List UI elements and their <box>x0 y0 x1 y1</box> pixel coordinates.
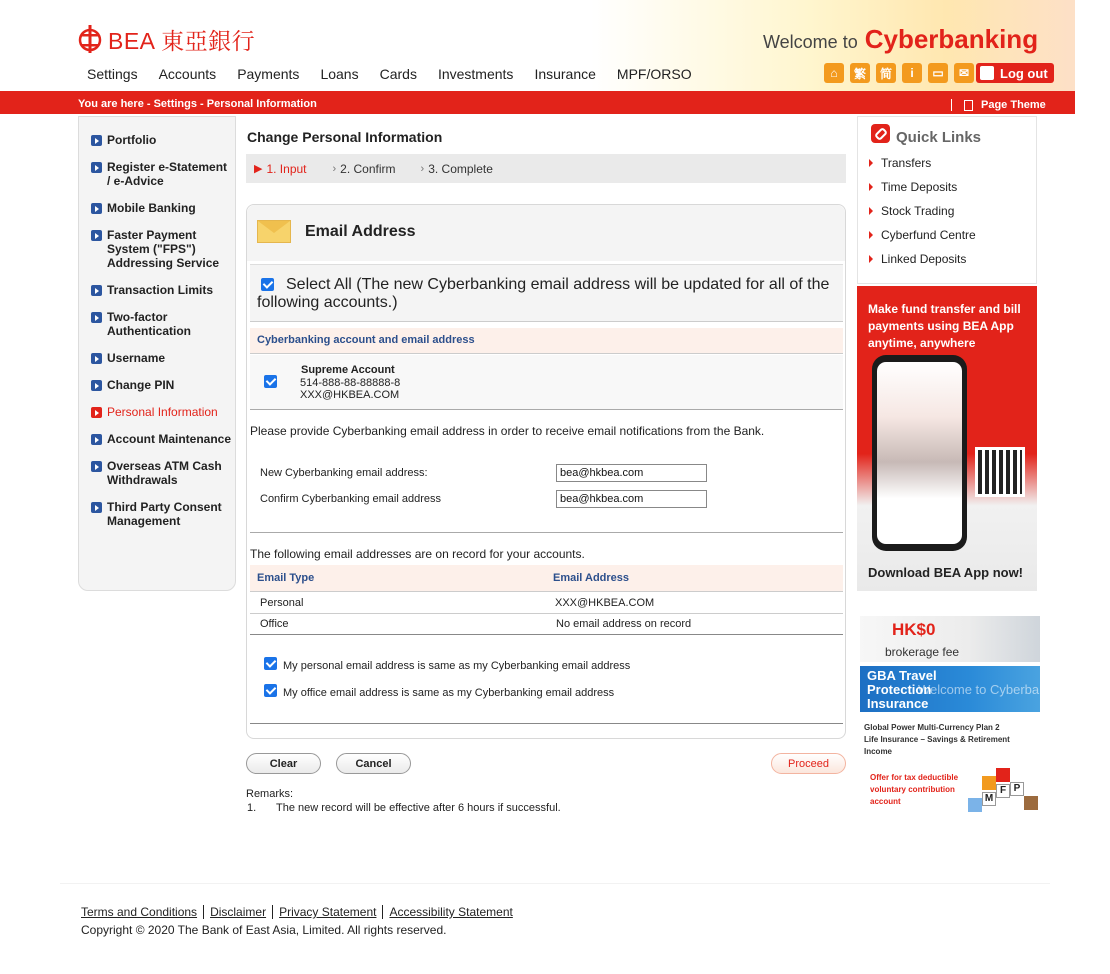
progress-steps <box>246 154 846 183</box>
email-type-header: Email Type <box>257 572 315 584</box>
block <box>1024 796 1038 810</box>
sidebar-item-label: Account Maintenance <box>107 432 232 446</box>
quick-link-item[interactable]: Cyberfund Centre <box>869 228 976 242</box>
quick-link-item[interactable]: Stock Trading <box>869 204 954 218</box>
sidebar-item[interactable] <box>91 459 232 487</box>
block <box>968 798 982 812</box>
page-title: Change Personal Information <box>247 129 443 145</box>
quick-link-item[interactable]: Time Deposits <box>869 180 957 194</box>
copyright: Copyright © 2020 The Bank of East Asia, Limited. All rights reserved. <box>81 923 447 937</box>
new-email-field[interactable] <box>556 464 707 482</box>
table-row <box>250 614 843 635</box>
sidebar-item[interactable] <box>91 228 232 270</box>
sidebar-item[interactable] <box>91 160 232 188</box>
nav-item[interactable]: Payments <box>237 66 300 82</box>
simplified-chinese-icon[interactable]: 简 <box>876 63 896 83</box>
clear-button[interactable]: Clear <box>246 753 321 774</box>
welcome-prefix: Welcome to <box>763 32 858 52</box>
bea-app-promo-text: Make fund transfer and bill payments using BEA App anytime, anywhere <box>868 302 1021 350</box>
arrow-bullet-icon <box>91 434 102 445</box>
gba-promo-text: GBA Travel Protection Insurance <box>867 668 937 711</box>
mail-icon[interactable]: ✉ <box>954 63 974 83</box>
sidebar-item[interactable] <box>91 201 232 215</box>
breadcrumb: You are here - Settings - Personal Information <box>78 98 317 110</box>
select-all-checkbox[interactable] <box>261 278 274 291</box>
confirm-email-label: Confirm Cyberbanking email address <box>260 493 441 505</box>
block <box>996 768 1010 782</box>
sidebar-item-label: Mobile Banking <box>107 201 196 215</box>
arrow-bullet-icon <box>91 285 102 296</box>
arrow-bullet-icon <box>91 380 102 391</box>
page-theme-icon <box>964 100 973 111</box>
sidebar-item[interactable] <box>91 283 232 297</box>
utility-icons <box>824 63 980 83</box>
life-insurance-promo-text[interactable]: Global Power Multi-Currency Plan 2 Life Insurance – Savings & Retirement Income <box>864 723 1010 756</box>
divider <box>203 905 204 919</box>
arrow-bullet-icon <box>91 162 102 173</box>
footer-link[interactable]: Accessibility Statement <box>389 905 513 919</box>
remark-number: 1. <box>247 802 257 814</box>
remarks-title: Remarks: <box>246 788 294 800</box>
arrow-bullet-icon <box>91 230 102 241</box>
quick-links-title: Quick Links <box>896 129 982 146</box>
office-email-same-checkbox[interactable] <box>264 684 277 697</box>
nav-item[interactable]: Investments <box>437 66 514 82</box>
account-checkbox[interactable] <box>264 375 277 388</box>
arrow-bullet-icon <box>91 502 102 513</box>
step-label: 1. Input <box>266 161 307 176</box>
sidebar-item-label: Personal Information <box>107 405 218 419</box>
sidebar-item-label: Third Party Consent Management <box>107 500 222 528</box>
instruction-text: Please provide Cyberbanking email address in order to receive email notifications from the Bank. <box>250 424 765 438</box>
step-1 <box>254 162 307 176</box>
link-icon <box>871 124 890 143</box>
page-theme-label: Page Theme <box>981 99 1046 111</box>
record-table-header <box>250 565 843 592</box>
sidebar-item-label: Transaction Limits <box>107 283 214 297</box>
nav-item[interactable]: Cards <box>379 66 417 82</box>
nav-item[interactable]: Loans <box>320 66 359 82</box>
quick-link-item[interactable]: Linked Deposits <box>869 252 966 266</box>
footer-divider <box>60 883 1050 884</box>
record-address: XXX@HKBEA.COM <box>555 597 655 609</box>
divider <box>272 905 273 919</box>
nav-item[interactable]: Settings <box>87 66 138 82</box>
bea-emblem-icon <box>78 23 102 55</box>
sidebar-item-label: Two-factor Authentication <box>107 310 191 338</box>
arrow-bullet-icon <box>91 203 102 214</box>
account-email: XXX@HKBEA.COM <box>300 389 400 401</box>
footer-link[interactable]: Disclaimer <box>210 905 267 919</box>
record-address: No email address on record <box>556 618 692 630</box>
arrow-bullet-icon <box>91 461 102 472</box>
traditional-chinese-icon[interactable]: 繁 <box>850 63 870 83</box>
record-type: Office <box>260 618 289 630</box>
logout-button[interactable] <box>976 63 1054 83</box>
email-address-header: Email Address <box>553 572 630 584</box>
nav-item[interactable]: Accounts <box>158 66 217 82</box>
confirm-email-field[interactable] <box>556 490 707 508</box>
personal-email-same-label: My personal email address is same as my Cyberbanking email address <box>283 660 631 672</box>
arrow-bullet-icon <box>91 353 102 364</box>
chevron-right-icon: ▶ <box>254 163 263 175</box>
logout-icon <box>980 66 994 80</box>
record-type: Personal <box>260 597 304 609</box>
proceed-button[interactable]: Proceed <box>771 753 846 774</box>
sidebar-item-label: Overseas ATM Cash Withdrawals <box>107 459 222 487</box>
select-all-text: Select All (The new Cyberbanking email address will be updated for all of the following accounts.) <box>257 276 830 311</box>
bea-app-promo-footer: Download BEA App now! <box>868 565 1024 580</box>
page-theme-button[interactable] <box>951 99 1046 111</box>
tax-deductible-promo-text[interactable]: Offer for tax deductible voluntary contribution account <box>870 773 959 806</box>
cancel-button[interactable]: Cancel <box>336 753 411 774</box>
block-letter: P <box>1010 782 1024 796</box>
toy-blocks-image <box>952 768 1040 812</box>
personal-email-same-checkbox[interactable] <box>264 657 277 670</box>
table-row <box>250 593 843 614</box>
sidebar-item-label: Change PIN <box>107 378 175 392</box>
chevron-right-icon: › <box>332 162 337 175</box>
nav-item[interactable]: MPF/ORSO <box>616 66 692 82</box>
footer-link[interactable]: Terms and Conditions <box>81 905 198 919</box>
divider <box>382 905 383 919</box>
qr-code-icon <box>975 447 1025 497</box>
arrow-bullet-icon <box>91 312 102 323</box>
block-letter: M <box>982 792 996 806</box>
sidebar-item-label: Portfolio <box>107 133 157 147</box>
account-table-header-label: Cyberbanking account and email address <box>257 334 475 346</box>
footer-links <box>81 905 513 919</box>
office-email-same-label: My office email address is same as my Cyberbanking email address <box>283 687 615 699</box>
print-icon[interactable]: ▭ <box>928 63 948 83</box>
new-email-label: New Cyberbanking email address: <box>260 467 428 479</box>
chevron-right-icon: › <box>420 162 425 175</box>
divider <box>250 723 843 724</box>
account-number: 514-888-88-88888-8 <box>300 377 401 389</box>
footer-link[interactable]: Privacy Statement <box>279 905 377 919</box>
sidebar-item-label: Register e-Statement / e-Advice <box>107 160 228 188</box>
settings-sidebar <box>78 116 236 591</box>
bea-logo[interactable] <box>78 22 255 56</box>
home-icon[interactable]: ⌂ <box>824 63 844 83</box>
arrow-bullet-icon <box>91 135 102 146</box>
step-label: 3. Complete <box>428 161 493 176</box>
divider <box>951 99 952 111</box>
logo-text: BEA 東亞銀行 <box>108 27 256 54</box>
arrow-bullet-icon <box>91 407 102 418</box>
logout-label: Log out <box>1000 65 1048 81</box>
envelope-icon <box>257 220 291 243</box>
main-nav <box>87 66 713 82</box>
welcome-banner <box>763 24 1038 55</box>
sidebar-item-label: Username <box>107 351 166 365</box>
gba-promo-overlay-text: Welcome to Cyberbanking <box>918 682 1071 697</box>
remark-text: The new record will be effective after 6 hours if successful. <box>276 802 561 814</box>
block-letter: F <box>996 784 1010 798</box>
sidebar-item[interactable] <box>91 378 232 392</box>
divider <box>250 532 843 533</box>
sidebar-item[interactable] <box>91 133 232 147</box>
account-name: Supreme Account <box>301 364 395 376</box>
sidebar-item[interactable] <box>91 500 232 528</box>
brokerage-promo-label: brokerage fee <box>885 645 960 659</box>
sidebar-item[interactable] <box>91 432 232 446</box>
info-icon[interactable]: i <box>902 63 922 83</box>
step-2 <box>333 162 396 176</box>
block <box>982 776 996 790</box>
sidebar-item[interactable] <box>91 310 232 338</box>
welcome-brand: Cyberbanking <box>864 24 1039 54</box>
sidebar-item[interactable] <box>91 351 232 365</box>
quick-link-item[interactable]: Transfers <box>869 156 931 170</box>
brokerage-promo-amount: HK$0 <box>892 620 936 639</box>
step-3 <box>421 162 493 176</box>
nav-item[interactable]: Insurance <box>534 66 596 82</box>
sidebar-item-label: Faster Payment System ("FPS") Addressing Service <box>107 228 220 270</box>
sidebar-item[interactable] <box>91 405 232 419</box>
record-intro-text: The following email addresses are on record for your accounts. <box>250 547 585 561</box>
section-title: Email Address <box>305 223 416 240</box>
phone-screen <box>877 362 962 544</box>
step-label: 2. Confirm <box>340 161 396 176</box>
